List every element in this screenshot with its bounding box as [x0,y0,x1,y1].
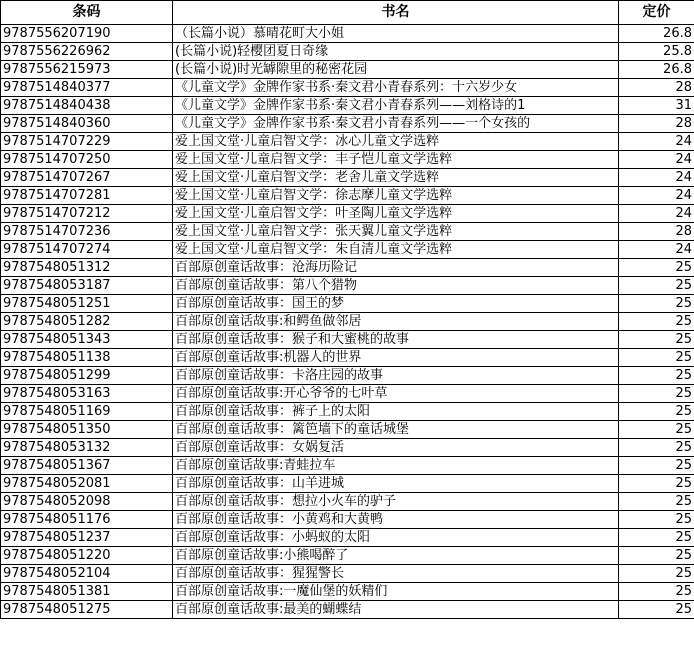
cell-code: 9787514707281 [1,187,173,205]
cell-price: 26.8 [619,61,694,79]
cell-title: 百部原创童话故事:青蛙拉车 [173,457,619,475]
cell-code: 9787548051299 [1,367,173,385]
table-row [1,97,694,115]
cell-code: 9787548052098 [1,493,173,511]
cell-price: 26.8 [619,25,694,43]
cell-price: 24 [619,205,694,223]
cell-title: 百部原创童话故事:和鳄鱼做邻居 [173,313,619,331]
cell-price: 25 [619,529,694,547]
cell-price: 25 [619,511,694,529]
table-row [1,511,694,529]
cell-price: 25 [619,493,694,511]
cell-code: 9787514707250 [1,151,173,169]
cell-code: 9787548052104 [1,565,173,583]
cell-title: 百部原创童话故事：小黄鸡和大黄鸭 [173,511,619,529]
cell-code: 9787548051237 [1,529,173,547]
cell-price: 25 [619,475,694,493]
table-row [1,223,694,241]
cell-price: 25 [619,259,694,277]
cell-title: 百部原创童话故事：小蚂蚁的太阳 [173,529,619,547]
cell-price: 25 [619,601,694,619]
cell-price: 24 [619,169,694,187]
cell-price: 24 [619,187,694,205]
cell-title: 爱上国文堂·儿童启智文学：冰心儿童文学选粹 [173,133,619,151]
cell-code: 9787548051176 [1,511,173,529]
cell-code: 9787548051367 [1,457,173,475]
table-row [1,565,694,583]
cell-title: 爱上国文堂·儿童启智文学：丰子恺儿童文学选粹 [173,151,619,169]
table-row [1,457,694,475]
table-row [1,205,694,223]
table-row [1,385,694,403]
cell-price: 25 [619,295,694,313]
cell-price: 25 [619,547,694,565]
table-row [1,187,694,205]
cell-code: 9787514707229 [1,133,173,151]
cell-code: 9787514707212 [1,205,173,223]
table-row [1,331,694,349]
cell-title: 爱上国文堂·儿童启智文学：张天翼儿童文学选粹 [173,223,619,241]
table-row [1,169,694,187]
header-row [1,1,694,25]
cell-title: 百部原创童话故事：第八个猎物 [173,277,619,295]
table-row [1,295,694,313]
cell-price: 28 [619,115,694,133]
header-title: 书名 [173,1,619,25]
cell-code: 9787548053163 [1,385,173,403]
cell-code: 9787548051350 [1,421,173,439]
cell-price: 25 [619,367,694,385]
cell-title: 百部原创童话故事：猩猩警长 [173,565,619,583]
cell-code: 9787548053187 [1,277,173,295]
cell-price: 25.8 [619,43,694,61]
cell-title: 百部原创童话故事：女娲复活 [173,439,619,457]
cell-price: 25 [619,385,694,403]
table-row [1,529,694,547]
cell-code: 9787514707267 [1,169,173,187]
cell-price: 25 [619,565,694,583]
cell-code: 9787548051169 [1,403,173,421]
cell-code: 9787548052081 [1,475,173,493]
cell-title: 百部原创童话故事:开心爷爷的七叶草 [173,385,619,403]
cell-title: 《儿童文学》金牌作家书系·秦文君小青春系列：十六岁少女 [173,79,619,97]
cell-code: 9787548051275 [1,601,173,619]
cell-price: 28 [619,223,694,241]
cell-title: 百部原创童话故事：山羊进城 [173,475,619,493]
cell-title: 百部原创童话故事:一魔仙堡的妖精们 [173,583,619,601]
cell-price: 25 [619,277,694,295]
cell-title: 百部原创童话故事:机器人的世界 [173,349,619,367]
header-price: 定价 [619,1,694,25]
cell-price: 25 [619,439,694,457]
cell-title: 爱上国文堂·儿童启智文学：徐志摩儿童文学选粹 [173,187,619,205]
table-body [1,25,694,619]
cell-price: 25 [619,457,694,475]
cell-code: 9787548051312 [1,259,173,277]
table-row [1,313,694,331]
table-row [1,25,694,43]
table-row [1,475,694,493]
cell-title: 《儿童文学》金牌作家书系·秦文君小青春系列——一个女孩的 [173,115,619,133]
table-row [1,151,694,169]
table-row [1,79,694,97]
table-row [1,349,694,367]
cell-price: 24 [619,133,694,151]
cell-price: 28 [619,79,694,97]
table-row [1,61,694,79]
table-row [1,601,694,619]
cell-price: 25 [619,313,694,331]
table-row [1,115,694,133]
cell-price: 31 [619,97,694,115]
table-row [1,259,694,277]
table-row [1,583,694,601]
cell-price: 25 [619,583,694,601]
cell-code: 9787514840377 [1,79,173,97]
cell-code: 9787514840438 [1,97,173,115]
cell-code: 9787548051282 [1,313,173,331]
cell-price: 25 [619,331,694,349]
cell-title: 百部原创童话故事：卡洛庄园的故事 [173,367,619,385]
cell-code: 9787548053132 [1,439,173,457]
table-row [1,439,694,457]
table-row [1,241,694,259]
table-row [1,493,694,511]
cell-price: 25 [619,349,694,367]
header-code: 条码 [1,1,173,25]
cell-title: (长篇小说)时光罅隙里的秘密花园 [173,61,619,79]
table-row [1,367,694,385]
cell-code: 9787548051381 [1,583,173,601]
cell-title: 爱上国文堂·儿童启智文学：朱自清儿童文学选粹 [173,241,619,259]
cell-code: 9787548051343 [1,331,173,349]
table-row [1,133,694,151]
cell-code: 9787556207190 [1,25,173,43]
cell-title: 百部原创童话故事：裤子上的太阳 [173,403,619,421]
cell-code: 9787514707274 [1,241,173,259]
cell-code: 9787548051251 [1,295,173,313]
cell-code: 9787514707236 [1,223,173,241]
cell-price: 25 [619,403,694,421]
table-row [1,277,694,295]
table-row [1,403,694,421]
cell-title: 《儿童文学》金牌作家书系·秦文君小青春系列——刘格诗的1 [173,97,619,115]
cell-title: 百部原创童话故事：想拉小火车的驴子 [173,493,619,511]
cell-code: 9787514840360 [1,115,173,133]
cell-price: 24 [619,241,694,259]
cell-title: 爱上国文堂·儿童启智文学：老舍儿童文学选粹 [173,169,619,187]
cell-title: 爱上国文堂·儿童启智文学：叶圣陶儿童文学选粹 [173,205,619,223]
table-row [1,421,694,439]
cell-code: 9787548051138 [1,349,173,367]
cell-title: 百部原创童话故事:最美的蝴蝶结 [173,601,619,619]
cell-code: 9787548051220 [1,547,173,565]
cell-code: 9787556226962 [1,43,173,61]
cell-price: 24 [619,151,694,169]
table-row [1,547,694,565]
cell-price: 25 [619,421,694,439]
cell-title: 百部原创童话故事：沧海历险记 [173,259,619,277]
table-row [1,43,694,61]
cell-title: (长篇小说)轻樱团夏日奇缘 [173,43,619,61]
cell-title: 百部原创童话故事：猴子和大蜜桃的故事 [173,331,619,349]
cell-code: 9787556215973 [1,61,173,79]
cell-title: （长篇小说）慕晴花町大小姐 [173,25,619,43]
cell-title: 百部原创童话故事：篱笆墙下的童话城堡 [173,421,619,439]
cell-title: 百部原创童话故事:小熊喝醉了 [173,547,619,565]
cell-title: 百部原创童话故事：国王的梦 [173,295,619,313]
